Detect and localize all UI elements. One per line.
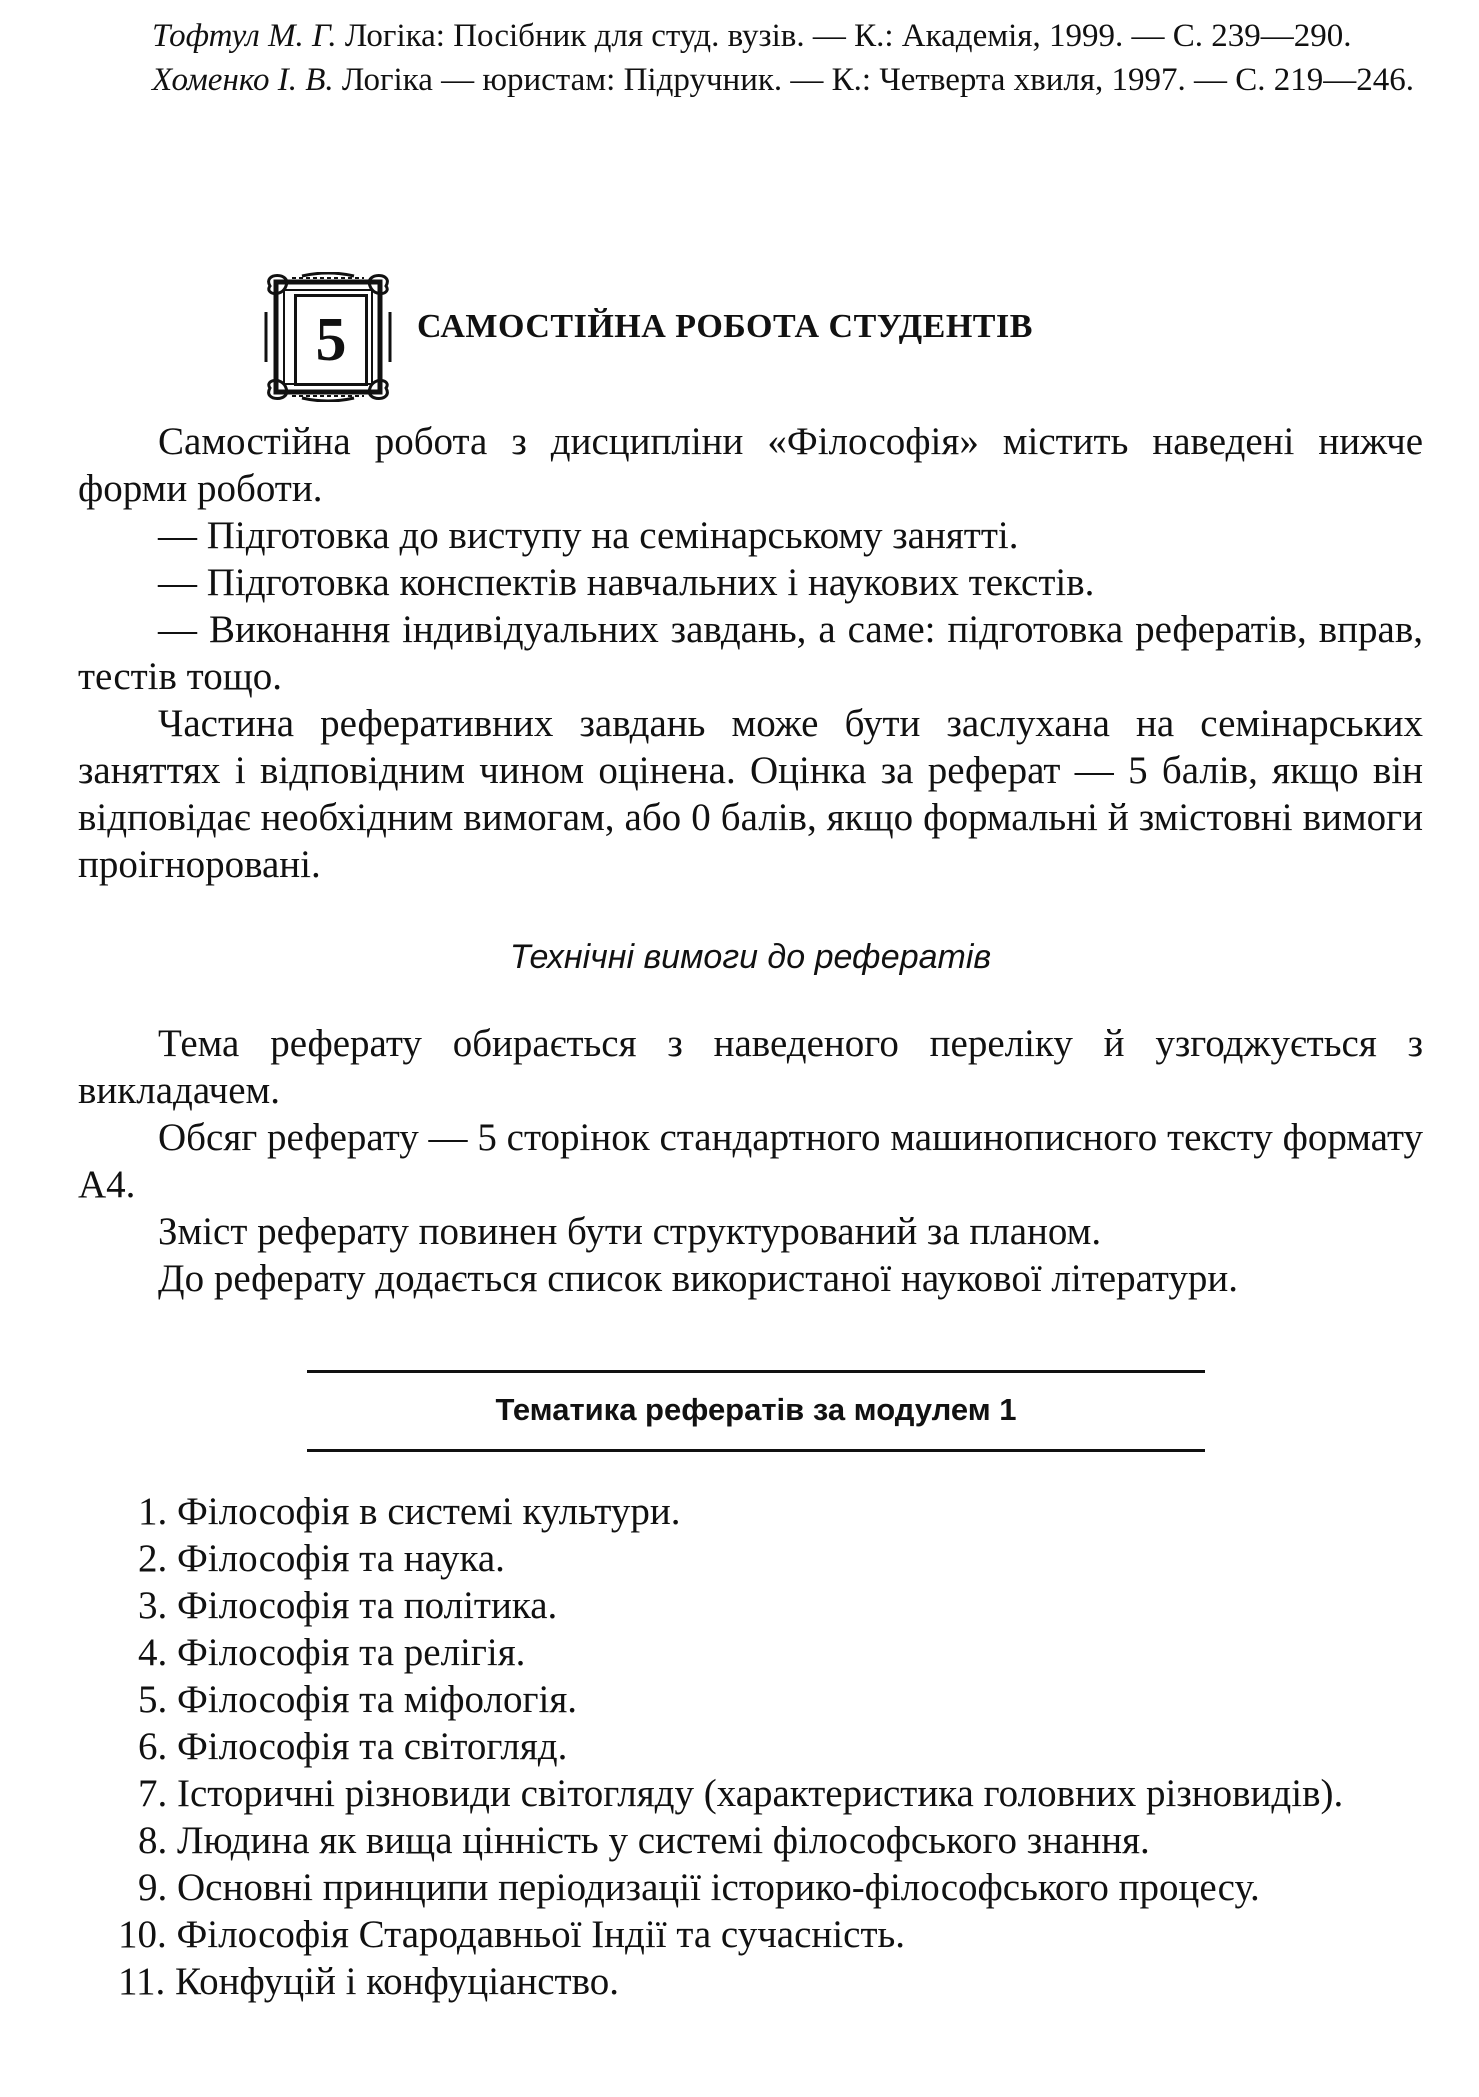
paragraph: Обсяг реферату — 5 сторінок стандартного машинописного тексту формату А4. bbox=[78, 1116, 1423, 1206]
reference-text: Логіка: Посібник для студ. вузів. — К.: Академія, 1999. — С. 239—290. bbox=[336, 18, 1352, 54]
list-item: 2. Філософія та наука. bbox=[138, 1537, 505, 1580]
list-item: — Виконання індивідуальних завдань, а саме: підготовка рефератів, вправ, тестів тощо. bbox=[78, 608, 1423, 698]
list-item: 8. Людина як вища цінність у системі філософського знання. bbox=[138, 1819, 1150, 1862]
list-item: 1. Філософія в системі культури. bbox=[138, 1490, 681, 1533]
intro-text bbox=[78, 418, 1423, 888]
topics-bottom-rule bbox=[307, 1449, 1205, 1452]
requirements-text bbox=[78, 1020, 1423, 1302]
topics-heading: Тематика рефератів за модулем 1 bbox=[495, 1392, 1017, 1427]
paragraph: Самостійна робота з дисципліни «Філософія» містить наведені нижче форми роботи. bbox=[78, 420, 1423, 510]
paragraph: Тема реферату обирається з наведеного переліку й узгоджується з викладачем. bbox=[78, 1022, 1423, 1112]
paragraph: Частина реферативних завдань може бути заслухана на семінарських заняттях і відповідним чином оцінена. Оцінка за реферат — 5 балів, якщо він відповідає необхідним вимогам, або 0 балів, якщо формальні й змістовні вимоги проігноровані. bbox=[78, 702, 1423, 886]
reference-author: Хоменко І. В. bbox=[152, 62, 334, 98]
reference-text: Логіка — юристам: Підручник. — К.: Четверта хвиля, 1997. — С. 219—246. bbox=[333, 62, 1415, 98]
section-title: САМОСТІЙНА РОБОТА СТУДЕНТІВ bbox=[417, 308, 1033, 345]
list-item: 7. Історичні різновиди світогляду (характеристика головних різновидів). bbox=[138, 1772, 1344, 1815]
section-heading bbox=[262, 272, 1162, 402]
list-item: 3. Філософія та політика. bbox=[138, 1584, 558, 1627]
list-item: 10. Філософія Стародавньої Індії та сучасність. bbox=[118, 1913, 906, 1956]
list-item: 4. Філософія та релігія. bbox=[138, 1631, 526, 1674]
ornamental-frame-icon bbox=[262, 272, 394, 402]
list-item: — Підготовка до виступу на семінарському занятті. bbox=[158, 514, 1019, 557]
list-item: 11. Конфуцій і конфуціанство. bbox=[118, 1960, 619, 2003]
list-item: 9. Основні принципи періодизації історико-філософського процесу. bbox=[138, 1866, 1260, 1909]
reference-entry bbox=[78, 14, 1423, 58]
requirements-heading: Технічні вимоги до рефератів bbox=[509, 938, 992, 976]
reference-author: Тофтул М. Г. bbox=[152, 18, 337, 54]
topics-list bbox=[78, 1488, 1423, 2005]
topics-top-rule bbox=[307, 1370, 1205, 1373]
list-item: — Підготовка конспектів навчальних і наукових текстів. bbox=[158, 561, 1095, 604]
list-item: 6. Філософія та світогляд. bbox=[138, 1725, 568, 1768]
section-number: 5 bbox=[294, 294, 368, 386]
list-item: 5. Філософія та міфологія. bbox=[138, 1678, 578, 1721]
paragraph: До реферату додається список використаної наукової літератури. bbox=[158, 1257, 1239, 1300]
reference-entry bbox=[78, 58, 1423, 102]
paragraph: Зміст реферату повинен бути структурований за планом. bbox=[158, 1210, 1102, 1253]
bibliography bbox=[78, 14, 1423, 102]
